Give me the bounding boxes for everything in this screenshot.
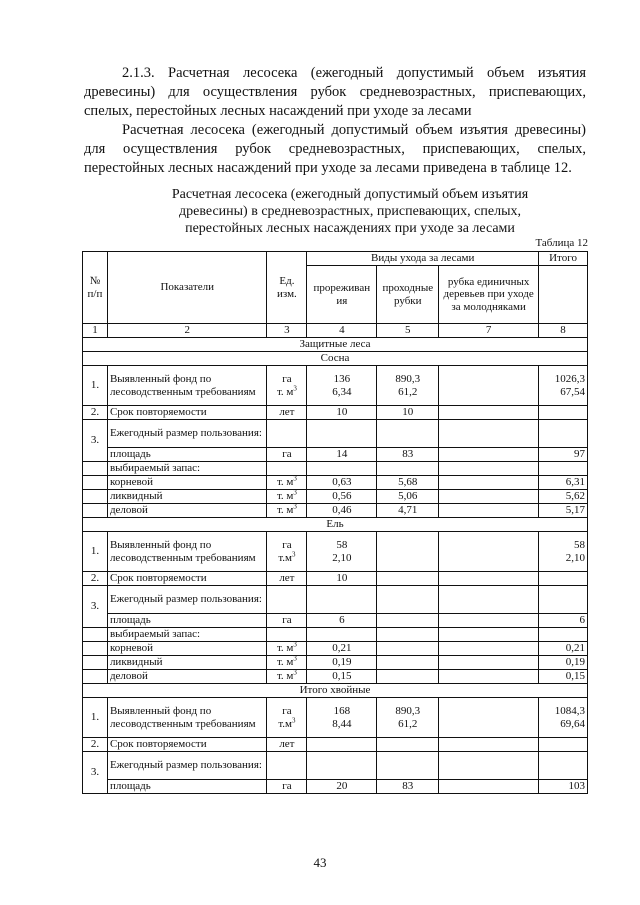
volume-row [83,476,588,490]
value-cell [307,366,377,406]
indicator-label: площадь [107,780,267,794]
table-body [83,252,588,794]
row-number: 2. [83,406,108,420]
unit-superscript: 3 [293,640,297,649]
empty-cell [267,586,307,614]
indicator-label: деловой [107,670,267,684]
section-heading-paragraph: 2.1.3. Расчетная лесосека (ежегодный допустимый объем изъятия древесины) для осуществления рубок средневозрастных, приспевающих, спелых, перестойных лесных насаждений при уходе за лесами [84,65,586,119]
value-cell [307,698,377,738]
value-cell [439,490,539,504]
empty-cell [307,462,377,476]
value-cell: 14 [307,448,377,462]
value-ha: 1026,3 [554,373,585,385]
indicator-label: Срок повторяемости [107,738,267,752]
value-cell: 10 [307,406,377,420]
area-row [83,780,588,794]
value-cell: 5,06 [377,490,439,504]
value-ha: 58 [574,539,585,551]
header-total-empty [539,266,588,324]
indicator-label: ликвидный [107,490,267,504]
value-cell [377,698,439,738]
indicator-label: Срок повторяемости [107,406,267,420]
empty-cell [83,670,108,684]
volume-row [83,504,588,518]
value-cell [439,572,539,586]
empty-cell [83,504,108,518]
value-ha: 1084,3 [554,705,585,717]
unit-cell: га [267,448,307,462]
subsection-title: Ель [83,518,588,532]
volume-label-row [83,628,588,642]
empty-cell [83,476,108,490]
index-row [83,324,588,338]
empty-cell [439,752,539,780]
row-number: 3. [83,420,108,462]
annual-row [83,752,588,780]
volume-row [83,670,588,684]
header-types-group: Виды ухода за лесами [307,252,539,266]
value-cell [439,698,539,738]
annual-row [83,420,588,448]
empty-cell [83,656,108,670]
unit-superscript: 3 [293,502,297,511]
period-row [83,406,588,420]
indicator-label: выбираемый запас: [107,462,267,476]
value-volume: 67,54 [560,385,585,398]
subsection-title-row [83,518,588,532]
empty-cell [439,420,539,448]
value-cell [307,738,377,752]
value-cell [439,670,539,684]
empty-cell [267,628,307,642]
indicator-label: площадь [107,614,267,628]
unit-cell [267,698,307,738]
value-cell [439,406,539,420]
area-row [83,614,588,628]
header-col7: рубка единичных деревьев при уходе за молодняками [439,266,539,324]
value-cell: 10 [307,572,377,586]
indicator-label: Выявленный фонд по лесоводственным требованиям [107,532,267,572]
unit-cell [267,656,307,670]
unit-text: т.м [278,717,293,730]
total-cell: 0,19 [539,656,588,670]
unit-superscript: 3 [292,549,296,558]
page-number: 43 [313,855,327,870]
value-volume: 69,64 [560,717,585,730]
value-cell: 83 [377,448,439,462]
row-number: 1. [83,698,108,738]
empty-cell [377,586,439,614]
unit-text: т. м [276,670,294,683]
total-cell: 103 [539,780,588,794]
unit-cell [267,532,307,572]
index-cell: 8 [539,324,588,338]
value-cell [377,656,439,670]
indicator-label: Выявленный фонд по лесоводственным требованиям [107,698,267,738]
index-cell: 2 [107,324,267,338]
indicator-label: Срок повторяемости [107,572,267,586]
indicator-label: Выявленный фонд по лесоводственным требованиям [107,366,267,406]
row-number: 2. [83,738,108,752]
unit-superscript: 3 [293,474,297,483]
unit-cell [267,476,307,490]
empty-cell [307,628,377,642]
header-indicator: Показатели [107,252,267,324]
row-number: 1. [83,366,108,406]
unit-superscript: 3 [293,654,297,663]
row-number: 2. [83,572,108,586]
total-cell: 5,62 [539,490,588,504]
empty-cell [539,628,588,642]
value-cell: 5,68 [377,476,439,490]
area-row [83,448,588,462]
row-number: 3. [83,586,108,628]
indicator-label: ликвидный [107,656,267,670]
volume-label-row [83,462,588,476]
value-cell [439,476,539,490]
total-cell [539,572,588,586]
value-cell [377,738,439,752]
empty-cell [83,462,108,476]
value-ha: 890,3 [395,373,421,385]
indicator-label: выбираемый запас: [107,628,267,642]
empty-cell [83,642,108,656]
unit-cell: лет [267,406,307,420]
empty-cell [539,420,588,448]
unit-cell: лет [267,572,307,586]
volume-row [83,490,588,504]
value-cell: 0,63 [307,476,377,490]
row-number: 1. [83,532,108,572]
value-cell [439,366,539,406]
section-title-row [83,338,588,352]
value-ha: 136 [333,373,351,385]
index-cell: 5 [377,324,439,338]
value-cell: 0,15 [307,670,377,684]
subsection-title-row [83,684,588,698]
unit-cell: лет [267,738,307,752]
indicator-label: корневой [107,476,267,490]
subsection-title: Итого хвойные [83,684,588,698]
value-cell [307,532,377,572]
unit-cell: га [267,780,307,794]
unit-cell [267,670,307,684]
unit-text: т. м [276,490,294,503]
value-cell: 0,21 [307,642,377,656]
empty-cell [439,586,539,614]
unit-superscript: 3 [293,668,297,677]
value-volume: 2,10 [565,551,585,564]
value-cell [377,670,439,684]
empty-cell [267,462,307,476]
fund-row [83,698,588,738]
total-cell [539,406,588,420]
index-cell: 1 [83,324,108,338]
empty-cell [377,462,439,476]
empty-cell [307,420,377,448]
value-cell: 83 [377,780,439,794]
subsection-title: Сосна [83,352,588,366]
empty-cell [539,462,588,476]
value-cell: 20 [307,780,377,794]
indicator-label: Ежегодный размер пользования: [107,586,267,614]
header-unit: Ед. изм. [267,252,307,324]
unit-text: т. м [276,385,294,398]
indicator-label: Ежегодный размер пользования: [107,420,267,448]
period-row [83,738,588,752]
value-cell: 4,71 [377,504,439,518]
header-num: № п/п [83,252,108,324]
value-ha: 168 [333,705,351,717]
value-ha: 58 [336,539,348,551]
value-cell [377,614,439,628]
total-cell [539,366,588,406]
unit-cell [267,642,307,656]
intro-paragraph: Расчетная лесосека (ежегодный допустимый объем изъятия древесины) для осуществления рубок средневозрастных, приспевающих, спелых, перестойных лесных насаждений при уходе за лесами приведена в таблице 12. [84,122,586,176]
value-ha: 890,3 [395,705,421,717]
value-cell [439,780,539,794]
total-cell [539,698,588,738]
unit-text: га [282,373,292,385]
value-cell [439,532,539,572]
value-cell: 10 [377,406,439,420]
total-cell [539,738,588,752]
value-volume: 6,34 [332,385,352,398]
indicator-label: корневой [107,642,267,656]
unit-superscript: 3 [293,488,297,497]
unit-text: т.м [278,551,293,564]
empty-cell [267,752,307,780]
value-cell [377,572,439,586]
value-cell [439,448,539,462]
value-cell [377,366,439,406]
indicator-label: площадь [107,448,267,462]
value-cell: 0,19 [307,656,377,670]
total-cell: 5,17 [539,504,588,518]
indicator-label: деловой [107,504,267,518]
fund-row [83,532,588,572]
value-volume: 61,2 [398,385,418,398]
value-volume: 2,10 [332,551,352,564]
fund-row [83,366,588,406]
indicator-label: Ежегодный размер пользования: [107,752,267,780]
unit-superscript: 3 [293,383,297,392]
empty-cell [83,490,108,504]
header-col4: прореживан ия [307,266,377,324]
empty-cell [267,420,307,448]
table-number: Таблица 12 [535,237,588,249]
unit-text: т. м [276,476,294,489]
header-total: Итого [539,252,588,266]
header-col5: проходные рубки [377,266,439,324]
volume-row [83,642,588,656]
index-cell: 4 [307,324,377,338]
empty-cell [439,628,539,642]
total-cell: 6,31 [539,476,588,490]
table-caption: Расчетная лесосека (ежегодный допустимый объем изъятия древесины) в средневозрастных, приспевающих, спелых, перестойных лесных насаждениях при уходе за лесами [171,187,529,236]
allowable-cut-table [82,251,588,794]
subsection-title-row [83,352,588,366]
unit-text: га [282,539,292,551]
value-volume: 61,2 [398,717,418,730]
value-cell [377,532,439,572]
volume-row [83,656,588,670]
value-cell: 0,56 [307,490,377,504]
value-cell [377,642,439,656]
period-row [83,572,588,586]
annual-row [83,586,588,614]
value-cell [439,614,539,628]
total-cell: 6 [539,614,588,628]
unit-cell [267,366,307,406]
total-cell [539,532,588,572]
unit-cell [267,504,307,518]
empty-cell [307,586,377,614]
header-row [83,252,588,266]
empty-cell [439,462,539,476]
value-cell: 0,46 [307,504,377,518]
empty-cell [377,752,439,780]
index-cell: 3 [267,324,307,338]
unit-text: т. м [276,504,294,517]
empty-cell [83,628,108,642]
empty-cell [539,586,588,614]
empty-cell [377,628,439,642]
value-cell [439,738,539,752]
total-cell: 97 [539,448,588,462]
unit-text: га [282,705,292,717]
index-cell: 7 [439,324,539,338]
value-cell [439,642,539,656]
unit-cell: га [267,614,307,628]
unit-text: т. м [276,642,294,655]
unit-superscript: 3 [292,715,296,724]
section-title: Защитные леса [83,338,588,352]
empty-cell [307,752,377,780]
value-cell [439,504,539,518]
value-cell: 6 [307,614,377,628]
unit-text: т. м [276,656,294,669]
total-cell: 0,21 [539,642,588,656]
value-volume: 8,44 [332,717,352,730]
empty-cell [377,420,439,448]
unit-cell [267,490,307,504]
empty-cell [539,752,588,780]
total-cell: 0,15 [539,670,588,684]
row-number: 3. [83,752,108,794]
value-cell [439,656,539,670]
